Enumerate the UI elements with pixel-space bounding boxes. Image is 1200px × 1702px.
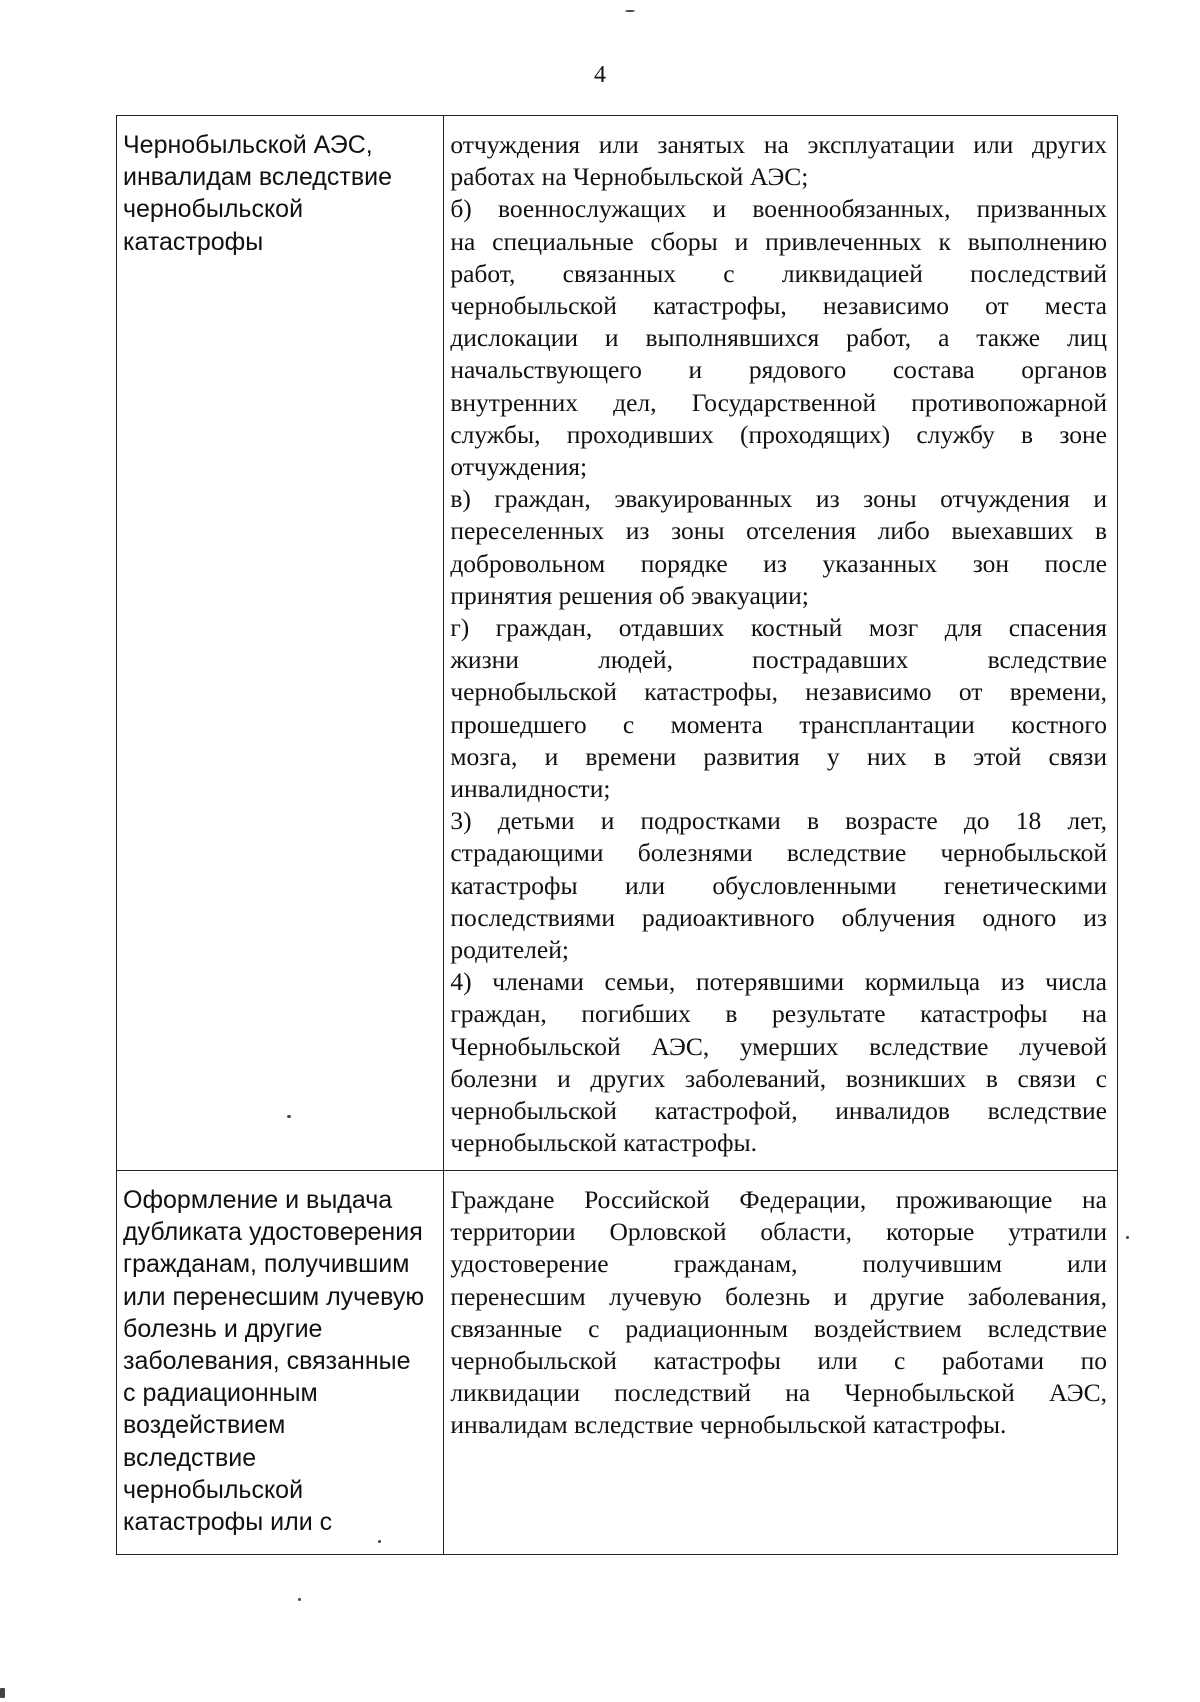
recipients-line: отчуждения или занятых на эксплуатации или других: [450, 130, 1107, 159]
scan-speck: [0, 1688, 5, 1698]
recipients-line: добровольном порядке из указанных зон после: [450, 548, 1107, 578]
recipients-line: Граждане Российской Федерации, проживающие на: [450, 1185, 1107, 1214]
recipients-line: внутренних дел, Государственной противопожарной: [450, 387, 1107, 417]
recipients-line: переселенных из зоны отселения либо выехавших в: [450, 516, 1107, 546]
recipients-line: родителей;: [450, 935, 569, 965]
service-line: гражданам, получившим: [123, 1250, 410, 1279]
recipients-line: инвалидности;: [450, 774, 611, 804]
recipients-cell: [444, 1171, 1118, 1555]
recipients-line: болезни и других заболеваний, возникших в связи с: [450, 1063, 1107, 1093]
recipients-line: в) граждан, эвакуированных из зоны отчуждения и: [450, 484, 1107, 514]
service-line: болезнь и другие: [123, 1314, 323, 1343]
recipients-line: на специальные сборы и привлеченных к выполнению: [450, 226, 1107, 256]
recipients-line: связанные с радиационным воздействием вследствие: [450, 1313, 1107, 1343]
service-line: с радиационным: [123, 1379, 318, 1408]
service-line: катастрофы или с: [123, 1508, 333, 1537]
recipients-cell: [444, 116, 1118, 1171]
scan-speck: [298, 1598, 301, 1601]
recipients-line: 4) членами семьи, потерявшими кормильца из числа: [450, 967, 1107, 997]
recipients-line: г) граждан, отдавших костный мозг для спасения: [450, 613, 1107, 643]
recipients-line: страдающими болезнями вследствие чернобыльской: [450, 838, 1107, 868]
recipients-line: последствиями радиоактивного облучения одного из: [450, 902, 1107, 932]
scan-speck: [1126, 1236, 1129, 1239]
service-line: заболевания, связанные: [123, 1347, 411, 1376]
recipients-line: ликвидации последствий на Чернобыльской АЭС,: [450, 1378, 1107, 1408]
recipients-line: катастрофы или обусловленными генетическими: [450, 870, 1107, 900]
recipients-line: перенесшим лучевую болезнь и другие заболевания,: [450, 1281, 1107, 1311]
recipients-line: начальствующего и рядового состава органов: [450, 355, 1107, 385]
recipients-line: службы, проходивших (проходящих) службу в зоне: [450, 419, 1107, 449]
service-line: чернобыльской: [123, 1475, 304, 1504]
recipients-line: чернобыльской катастрофы.: [450, 1128, 757, 1158]
service-cell: [117, 116, 444, 1171]
scan-speck: [625, 10, 635, 12]
scan-speck: [287, 1115, 291, 1118]
service-cell: [117, 1171, 444, 1555]
service-line: инвалидам вследствие: [123, 163, 392, 192]
recipients-line: чернобыльской катастрофы или с работами по: [450, 1346, 1107, 1376]
recipients-line: мозга, и времени развития у них в этой связи: [450, 741, 1107, 771]
recipients-line: работах на Чернобыльской АЭС;: [450, 162, 809, 192]
recipients-line: дислокации и выполнявшихся работ, а также лиц: [450, 323, 1107, 353]
scan-speck: [378, 1540, 381, 1543]
service-line: Чернобыльской АЭС,: [123, 131, 373, 159]
recipients-line: чернобыльской катастрофой, инвалидов вследствие: [450, 1096, 1107, 1126]
recipients-line: чернобыльской катастрофы, независимо от места: [450, 291, 1107, 321]
recipients-line: работ, связанных с ликвидацией последствий: [450, 258, 1107, 288]
table-row: [117, 116, 1118, 1171]
service-line: Оформление и выдача: [123, 1186, 393, 1214]
page-number: 4: [594, 62, 606, 88]
recipients-line: граждан, погибших в результате катастрофы на: [450, 999, 1107, 1029]
recipients-line: чернобыльской катастрофы, независимо от времени,: [450, 677, 1107, 707]
recipients-line: б) военнослужащих и военнообязанных, призванных: [450, 194, 1107, 224]
service-line: дубликата удостоверения: [123, 1218, 423, 1247]
recipients-line: принятия решения об эвакуации;: [450, 580, 809, 610]
service-line: чернобыльской: [123, 195, 304, 224]
recipients-line: Чернобыльской АЭС, умерших вследствие лучевой: [450, 1031, 1107, 1061]
table-row: [117, 1171, 1118, 1555]
recipients-line: жизни людей, пострадавших вследствие: [450, 645, 1107, 675]
service-line: вследствие: [123, 1443, 257, 1472]
recipients-line: удостоверение гражданам, получившим или: [450, 1249, 1107, 1279]
service-line: или перенесшим лучевую: [123, 1282, 425, 1311]
recipients-line: отчуждения;: [450, 452, 588, 482]
service-line: катастрофы: [123, 227, 264, 256]
services-table: [116, 115, 1118, 1555]
recipients-line: прошедшего с момента трансплантации костного: [450, 709, 1107, 739]
service-line: воздействием: [123, 1411, 286, 1440]
recipients-line: инвалидам вследствие чернобыльской катастрофы.: [450, 1410, 1007, 1440]
recipients-line: 3) детьми и подростками в возрасте до 18 лет,: [450, 806, 1107, 836]
recipients-line: территории Орловской области, которые утратили: [450, 1217, 1107, 1247]
